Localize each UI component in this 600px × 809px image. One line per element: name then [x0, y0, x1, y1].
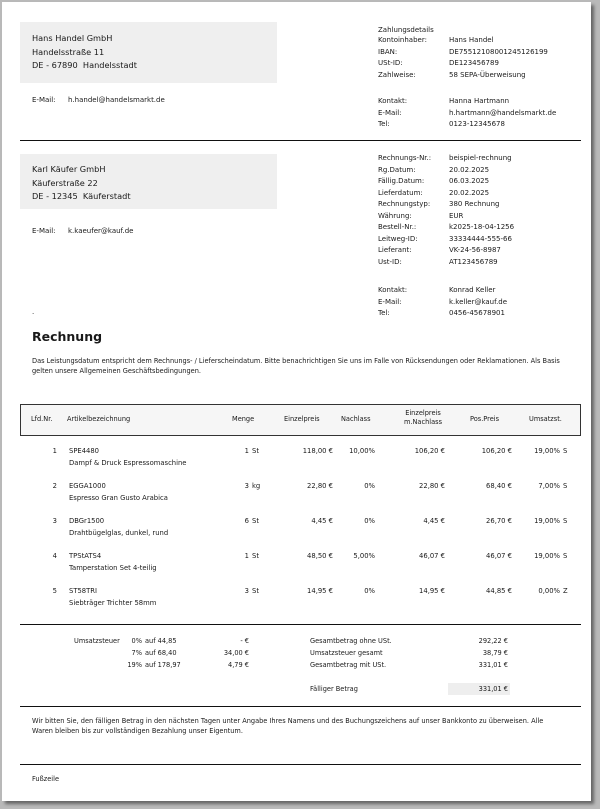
col-unit-price: Einzelpreis — [284, 415, 320, 423]
row-vat: 0,00% — [538, 587, 560, 595]
row-vat: 19,00% — [534, 447, 560, 455]
row-code: EGGA1000 — [69, 482, 106, 490]
row-pos: 3 — [52, 517, 57, 525]
row-code: TPStATS4 — [69, 552, 102, 560]
row-discount: 10,00% — [349, 447, 375, 455]
row-price: 14,95 € — [307, 587, 333, 595]
invoice-meta — [378, 153, 514, 268]
footer: Fußzeile — [32, 775, 60, 783]
row-total: 46,07 € — [486, 552, 512, 560]
vat-rate: 0% — [131, 637, 142, 645]
buyer-contact — [378, 285, 507, 320]
row-net: 22,80 € — [419, 482, 445, 490]
row-discount: 0% — [364, 482, 375, 490]
buyer-address-box — [20, 154, 277, 209]
row-name: Drahtbügelglas, dunkel, rund — [69, 529, 169, 537]
contact-row: Kontakt: Hanna Hartmann — [378, 97, 510, 105]
buyer-email[interactable]: k.kaeufer@kauf.de — [68, 227, 134, 235]
seller-zip-city: DE - 67890 Handelsstadt — [32, 60, 137, 70]
meta-row: Währung: EUR — [378, 211, 464, 220]
table-header — [20, 404, 581, 436]
row-cat: S — [563, 482, 568, 490]
closing-text: Wir bitten Sie, den fälligen Betrag in den nächsten Tagen unter Angabe Ihres Namens und des Buchungszeichens auf unser Bankkonto zu überweisen. Alle Waren bleiben bis zur vollständigen Bezahlung unser Eigentum. — [32, 717, 544, 735]
total-gross-label: Gesamtbetrag mit USt. — [310, 661, 387, 669]
meta-row: Rg.Datum: 20.02.2025 — [378, 165, 490, 174]
vat-amount: 34,00 € — [223, 649, 249, 657]
row-net: 14,95 € — [419, 587, 445, 595]
meta-row: Fällig.Datum: 06.03.2025 — [378, 177, 490, 185]
row-code: ST58TRI — [69, 587, 97, 595]
due-value: 331,01 € — [478, 685, 508, 693]
row-cat: S — [563, 517, 568, 525]
row-net: 106,20 € — [414, 447, 445, 455]
row-qty: 1 — [244, 447, 249, 455]
col-vat: Umsatzst. — [529, 415, 562, 423]
row-name: Tamperstation Set 4-teilig — [69, 564, 157, 572]
row-pos: 5 — [52, 587, 57, 595]
buyer-name: Karl Käufer GmbH — [32, 164, 106, 174]
row-code: DBGr1500 — [69, 517, 105, 525]
row-cat: S — [563, 447, 568, 455]
meta-row: Lieferant: VK-24-56-8987 — [378, 246, 501, 254]
invoice-page — [2, 2, 591, 801]
total-vat-value: 38,79 € — [482, 649, 508, 657]
divider — [20, 706, 581, 707]
row-price: 22,80 € — [307, 482, 333, 490]
row-vat: 19,00% — [534, 517, 560, 525]
seller-street: Handelsstraße 11 — [32, 46, 105, 57]
col-total: Pos.Preis — [470, 415, 500, 423]
row-cat: Z — [563, 587, 568, 595]
row-discount: 5,00% — [353, 552, 375, 560]
col-qty: Menge — [232, 415, 255, 423]
meta-row: Rechnungs-Nr.: beispiel-rechnung — [378, 154, 512, 162]
seller-email-label: E-Mail: — [32, 96, 56, 104]
divider — [20, 764, 581, 765]
row-qty: 1 — [244, 552, 249, 560]
row-discount: 0% — [364, 587, 375, 595]
payment-details — [378, 35, 548, 81]
stray-dot: . — [32, 308, 35, 316]
divider — [20, 140, 581, 141]
row-code: SPE4480 — [69, 447, 100, 455]
vat-base: auf 68,40 — [145, 649, 177, 657]
payment-row: IBAN: DE75512108001245126199 — [378, 47, 548, 56]
seller-address-box — [20, 22, 277, 83]
row-price: 4,45 € — [311, 517, 333, 525]
seller-email[interactable]: h.handel@handelsmarkt.de — [68, 96, 165, 104]
payment-row: Kontoinhaber: Hans Handel — [378, 36, 494, 44]
col-pos: Lfd.Nr. — [31, 415, 53, 423]
total-net-label: Gesamtbetrag ohne USt. — [310, 637, 392, 645]
seller-contact — [378, 96, 556, 131]
col-net-price-1: Einzelpreis — [405, 409, 441, 417]
meta-row: Rechnungstyp: 380 Rechnung — [378, 200, 500, 208]
document-title: Rechnung — [32, 329, 103, 344]
row-pos: 4 — [52, 552, 57, 560]
row-name: Espresso Gran Gusto Arabica — [69, 494, 168, 502]
row-name: Siebträger Trichter 58mm — [69, 599, 157, 607]
contact-row: Kontakt: Konrad Keller — [378, 286, 496, 294]
meta-row: Leitweg-ID: 33334444-555-66 — [378, 234, 512, 243]
row-unit: kg — [252, 482, 261, 490]
row-cat: S — [563, 552, 568, 560]
payment-row: Zahlweise: 58 SEPA-Überweisung — [378, 70, 526, 79]
vat-base: auf 178,97 — [145, 661, 181, 669]
vat-rate: 7% — [131, 649, 142, 657]
row-discount: 0% — [364, 517, 375, 525]
row-qty: 3 — [244, 482, 249, 490]
contact-row: E-Mail: k.keller@kauf.de — [378, 297, 508, 306]
col-desc: Artikelbezeichnung — [67, 415, 131, 423]
row-unit: St — [252, 447, 259, 455]
divider — [20, 624, 581, 625]
row-price: 48,50 € — [307, 552, 333, 560]
row-pos: 1 — [52, 447, 57, 455]
row-vat: 19,00% — [534, 552, 560, 560]
buyer-zip-city: DE - 12345 Käuferstadt — [32, 191, 131, 201]
meta-row: Bestell-Nr.: k2025-18-04-1256 — [378, 223, 515, 231]
row-price: 118,00 € — [302, 447, 333, 455]
col-discount: Nachlass — [341, 415, 371, 423]
contact-row: Tel: 0456-45678901 — [378, 309, 505, 317]
row-total: 106,20 € — [481, 447, 512, 455]
row-net: 46,07 € — [419, 552, 445, 560]
row-net: 4,45 € — [423, 517, 445, 525]
row-pos: 2 — [52, 482, 57, 490]
payment-row: USt-ID: DE123456789 — [378, 59, 499, 67]
row-unit: St — [252, 587, 259, 595]
vat-base: auf 44,85 — [145, 637, 177, 645]
meta-row: Lieferdatum: 20.02.2025 — [378, 188, 490, 197]
vat-amount: - € — [240, 637, 249, 645]
row-unit: St — [252, 517, 259, 525]
row-qty: 3 — [244, 587, 249, 595]
total-vat-label: Umsatzsteuer gesamt — [310, 649, 383, 657]
row-vat: 7,00% — [538, 482, 560, 490]
total-net-value: 292,22 € — [478, 637, 508, 645]
row-total: 68,40 € — [486, 482, 512, 490]
intro-text: Das Leistungsdatum entspricht dem Rechnungs- / Lieferscheindatum. Bitte benachrichtigen Sie uns im Falle von Rücksendungen oder Reklamationen. Als Basis gelten unsere Allgemeinen Geschäftsbedingungen. — [32, 357, 560, 375]
total-gross-value: 331,01 € — [478, 661, 508, 669]
vat-amount: 4,79 € — [228, 661, 249, 669]
vat-rate: 19% — [127, 661, 142, 669]
meta-row: Ust-ID: AT123456789 — [378, 257, 498, 266]
col-net-price-2: m.Nachlass — [403, 418, 443, 426]
contact-row: Tel: 0123-12345678 — [378, 120, 505, 128]
buyer-email-label: E-Mail: — [32, 227, 56, 235]
contact-row: E-Mail: h.hartmann@handelsmarkt.de — [378, 108, 557, 117]
buyer-street: Käuferstraße 22 — [32, 177, 98, 188]
due-label: Fälliger Betrag — [310, 685, 358, 693]
row-qty: 6 — [244, 517, 249, 525]
row-unit: St — [252, 552, 259, 560]
seller-name: Hans Handel GmbH — [32, 33, 113, 43]
vat-summary-label: Umsatzsteuer — [74, 637, 120, 645]
row-total: 44,85 € — [486, 587, 512, 595]
row-name: Dampf & Druck Espressomaschine — [69, 459, 187, 467]
payment-heading: Zahlungsdetails — [378, 26, 434, 34]
row-total: 26,70 € — [486, 517, 512, 525]
